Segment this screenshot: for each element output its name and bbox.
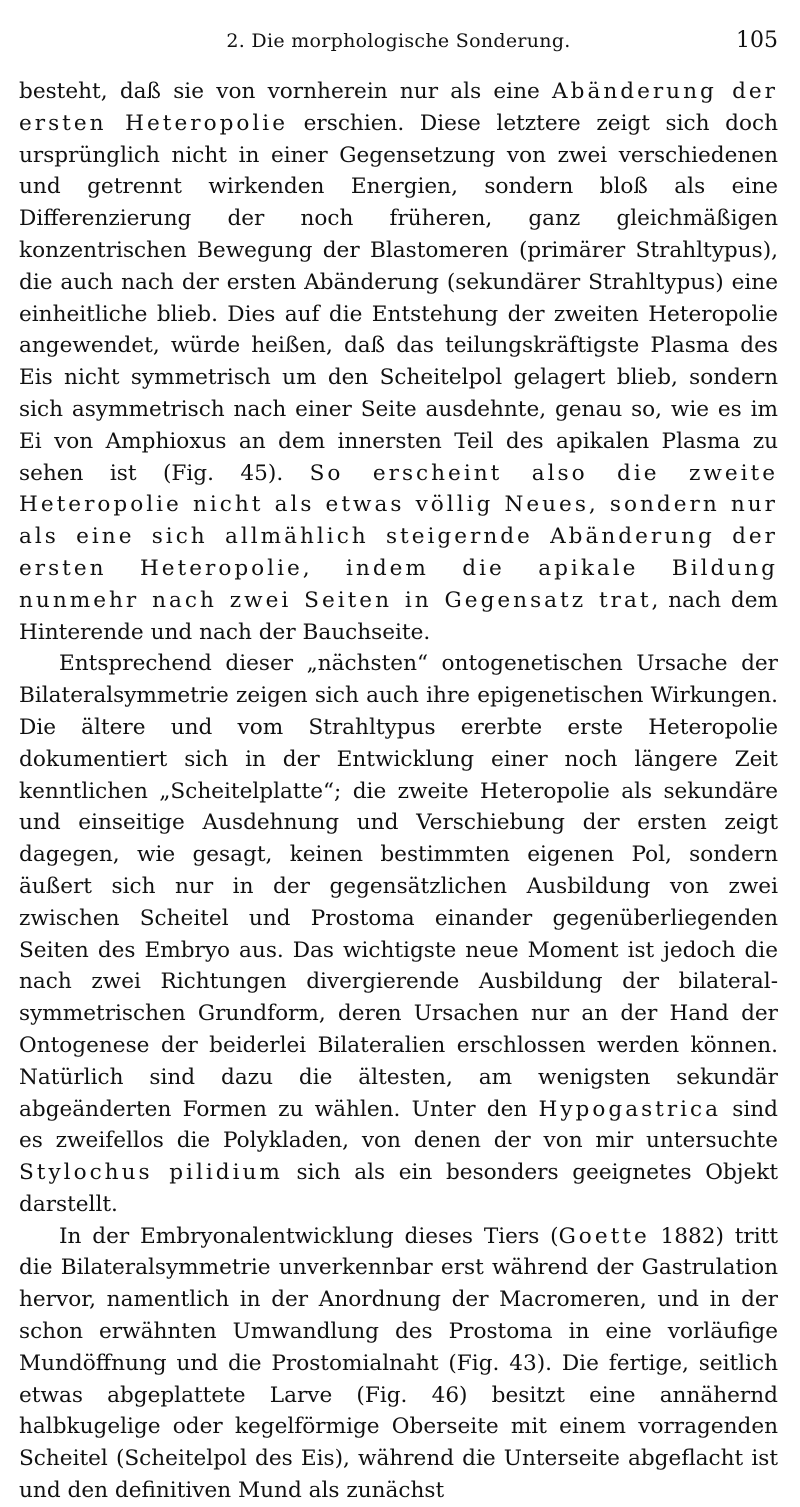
- text-run-spaced: Stylochus pilidium: [19, 1160, 283, 1186]
- paragraph-1: [19, 76, 778, 648]
- text-run: sich als ein besonders geeignetes Objekt darstellt.: [19, 1160, 778, 1217]
- text-run: In der Embryonalentwicklung dieses Tiers (: [59, 1223, 559, 1249]
- text-run-spaced: Hypogastrica: [538, 1096, 722, 1122]
- paragraph-2: [19, 648, 778, 1220]
- text-run: , nach dem Hinterende und nach der Bauchseite.: [19, 587, 778, 645]
- page-number: 105: [736, 28, 778, 53]
- running-head: [19, 26, 778, 64]
- text-run: besteht, daß sie von vornherein nur als eine: [19, 79, 553, 104]
- paragraph-3: [19, 1221, 778, 1507]
- text-run: Entsprechend dieser „nächsten“ ontogenetischen Ursache der Bilateralsymmetrie zeigen sich auch ihre epigenetischen Wirkungen. Die ältere und vom Strahltypus ererbte erste Heteropolie dokumentiert sich in der Entwicklung einer noch längere Zeit kenntlichen „Scheitelplatte“; die zweite Heteropolie als sekundäre und einseitige Ausdehnung und Verschiebung der ersten zeigt dagegen, wie gesagt, keinen bestimmten eigenen Pol, sondern äußert sich nur in der gegensätzlichen Ausbildung von zwei zwischen Scheitel und Prostoma einander gegenüberliegenden Seiten des Embryo aus. Das wichtigste neue Moment ist jedoch die nach zwei Richtungen divergierende Ausbildung der bilateral-symmetrischen Grundform, deren Ursachen nur an der Hand der Ontogenese der beiderlei Bilateralien erschlossen werden können. Natürlich sind dazu die ältesten, am wenigsten sekundär abgeänderten Formen zu wählen. Unter den: [19, 651, 778, 1122]
- text-run: sind es zweifellos die Polykladen, von denen der von mir untersuchte: [19, 1096, 778, 1154]
- text-run: 1882) tritt die Bilateralsymmetrie unverkennbar erst während der Gastrulation hervor, namentlich in der Anordnung der Macromeren, und in der schon erwähnten Umwandlung des Prostoma in eine vorläufige Mundöffnung und die Prostomialnaht (Fig. 43). Die fertige, seitlich etwas abgeplattete Larve (Fig. 46) besitzt eine annähernd halbkugelige oder kegelförmige Oberseite mit einem vorragenden Scheitel (Scheitelpol des Eis), während die Unterseite abgeflacht ist und den definitiven Mund als zunächst: [19, 1223, 779, 1504]
- chapter-heading: 2. Die morphologische Sonderung.: [226, 30, 571, 52]
- text-run: erschien. Diese letztere zeigt sich doch ursprünglich nicht in einer Gegensetzung von zwei verschiedenen und getrennt wirkenden Energien, sondern bloß als eine Differenzierung der noch früheren, ganz gleichmäßigen konzentrischen Bewegung der Blastomeren (primärer Strahltypus), die auch nach der ersten Abänderung (sekundärer Strahltypus) eine einheitliche blieb. Dies auf die Entstehung der zweiten Heteropolie angewendet, würde heißen, daß das teilungskräftigste Plasma des Eis nicht symmetrisch um den Scheitelpol gelagert blieb, sondern sich asymmetrisch nach einer Seite ausdehnte, genau so, wie es im Ei von Amphioxus an dem innersten Teil des apikalen Plasma zu sehen ist (Fig. 45).: [19, 110, 779, 486]
- body-text: [19, 76, 778, 1507]
- text-run-spaced: Goette: [558, 1223, 650, 1249]
- text-run-spaced: Abänderung der ersten Heteropolie: [19, 79, 778, 136]
- text-run-spaced: So erscheint also die zweite Heteropolie nicht als etwas völlig Neues, sondern nur als eine sich allmählich steigernde Abänderung der ersten Heteropolie, indem die apikale Bildung nunmehr nach zwei Seiten in Gegensatz trat: [19, 460, 779, 613]
